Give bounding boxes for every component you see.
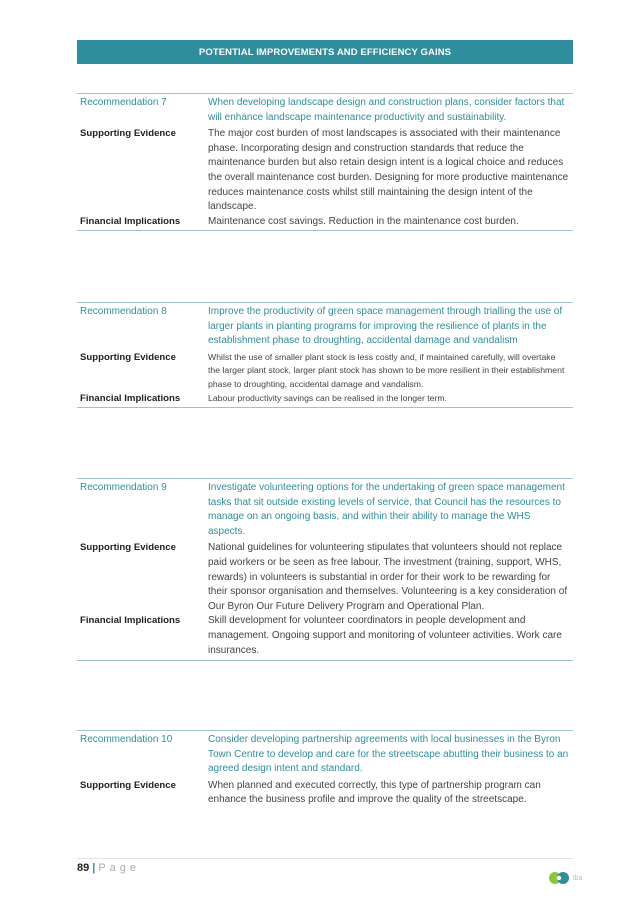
page-number: 89: [77, 862, 90, 874]
recommendation-block: [77, 478, 573, 661]
financial-implications-label: Financial Implications: [80, 615, 181, 627]
logo-mark-icon: [548, 871, 570, 885]
recommendation-title: Consider developing partnership agreements with local businesses in the Byron Town Centre to develop and care for the streetscape abutting their business to an agreed design intent and standard.: [208, 734, 569, 775]
recommendation-label: Recommendation 7: [80, 97, 167, 108]
supporting-evidence-label: Supporting Evidence: [80, 351, 176, 363]
financial-implications-text: Maintenance cost savings. Reduction in the maintenance cost burden.: [208, 215, 519, 227]
recommendation-label: Recommendation 10: [80, 734, 173, 745]
recommendation-title: Improve the productivity of green space management through trialling the use of larger plants in planting programs for improving the resilience of plants in the establishment phase to droughting, accidental damage and vandalism: [208, 306, 563, 347]
supporting-evidence-label: Supporting Evidence: [80, 128, 176, 140]
financial-implications-label: Financial Implications: [80, 215, 181, 227]
financial-implications-text: Labour productivity savings can be realised in the longer term.: [208, 392, 448, 403]
page-separator: |: [92, 862, 96, 874]
recommendation-title: When developing landscape design and construction plans, consider factors that will enhance landscape maintenance productivity and sustainability.: [208, 97, 565, 123]
footer-divider: [77, 858, 573, 859]
logo-text: lba: [573, 874, 583, 882]
financial-implications-text: Skill development for volunteer coordinators in people development and management. Ongoing support and monitoring of volunteer activities. Work care insurances.: [208, 615, 562, 656]
page-word: Page: [98, 862, 141, 874]
section-banner: [77, 40, 573, 64]
supporting-evidence-label: Supporting Evidence: [80, 779, 176, 791]
financial-implications-label: Financial Implications: [80, 392, 181, 404]
supporting-evidence-text: Whilst the use of smaller plant stock is less costly and, if maintained carefully, will overtake the larger plant stock, larger plant stock has shown to be more resilient in their establishment phase to droughting, accidental damage and vandalism.: [208, 351, 565, 389]
page-footer: [77, 862, 140, 874]
supporting-evidence-text: When planned and executed correctly, this type of partnership program can enhance the business profile and improve the quality of the streetscape.: [208, 779, 541, 806]
recommendation-label: Recommendation 9: [80, 482, 167, 493]
supporting-evidence-text: National guidelines for volunteering stipulates that volunteers should not replace paid workers or be seen as free labour. The investment (training, support, WHS, rewards) in volunteers is substantial in order for their work to be rewarding for their sponsor organisation and themselves. Volunteering is a key consideration of Our Byron Our Future Delivery Program and Operational Plan.: [208, 542, 568, 612]
recommendation-block: [77, 730, 573, 808]
recommendation-block: [77, 93, 573, 231]
recommendation-title: Investigate volunteering options for the undertaking of green space management tasks that sit outside existing levels of service, that Council has the resources to manage on an ongoing basis, and within their ability to manage the WHS aspects.: [208, 482, 565, 537]
company-logo: [548, 871, 582, 885]
recommendation-label: Recommendation 8: [80, 306, 167, 317]
banner-title: POTENTIAL IMPROVEMENTS AND EFFICIENCY GAINS: [198, 46, 452, 58]
supporting-evidence-text: The major cost burden of most landscapes is associated with their maintenance phase. Incorporating design and construction standards that reduce the maintenance burden but also retain design intent is a logical choice and reduces the overall maintenance cost burden. Designing for more productive maintenance reduces maintenance costs whilst still maintaining the design intent of the landscape.: [208, 128, 569, 213]
supporting-evidence-label: Supporting Evidence: [80, 542, 176, 554]
recommendation-block: [77, 302, 573, 408]
